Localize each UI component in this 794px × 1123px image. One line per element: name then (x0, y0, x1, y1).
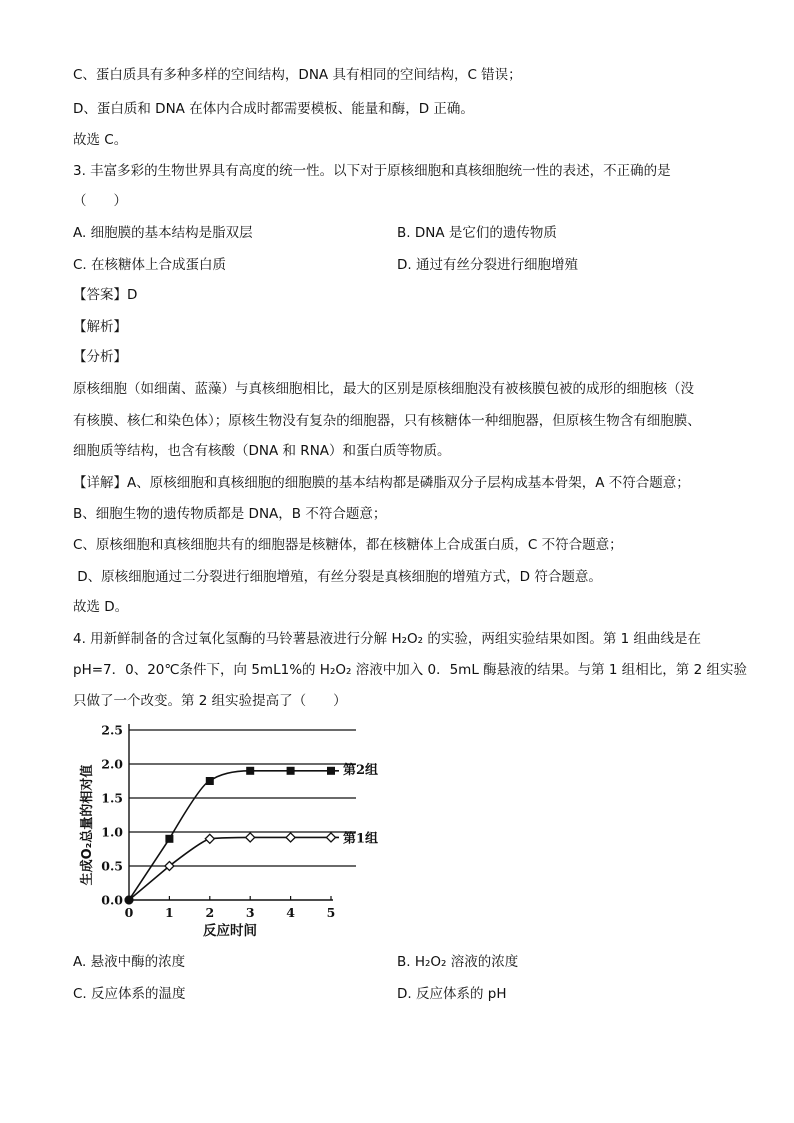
chart-labels (79, 723, 378, 940)
q4-option-a: A. 悬液中酶的浓度 (73, 954, 186, 970)
x-axis-label: 反应时间 (203, 923, 257, 939)
q3-option-a: A. 细胞膜的基本结构是脂双层 (73, 225, 253, 241)
y-tick-label: 2.0 (101, 756, 123, 772)
data-point-diamond (286, 833, 295, 842)
detail-text-a: A、原核细胞和真核细胞的细胞膜的基本结构都是磷脂双分子层构成基本骨架，A 不符合题意； (127, 475, 690, 491)
x-tick-label: 1 (165, 905, 174, 920)
data-point-diamond (246, 833, 255, 842)
jiexi-tag: 【解析】 (73, 319, 127, 335)
detail-line-3: C、原核细胞和真核细胞共有的细胞器是核糖体，都在核糖体上合成蛋白质，C 不符合题意； (73, 537, 623, 553)
series-line-1 (129, 771, 339, 900)
data-point-square (327, 767, 335, 775)
question-4-line-2: pH=7．0、20℃条件下，向 5mL1%的 H₂O₂ 溶液中加入 0．5mL 酶悬液的结果。与第 1 组相比，第 2 组实验 (73, 662, 747, 678)
q4-option-d: D. 反应体系的 pH (397, 986, 507, 1002)
data-point-diamond (205, 834, 214, 843)
q4-option-c: C. 反应体系的温度 (73, 986, 186, 1002)
data-point-square (246, 767, 254, 775)
y-axis-label: 生成O₂总量的相对值 (80, 764, 95, 886)
x-tick-label: 4 (286, 905, 295, 920)
q4-option-b: B. H₂O₂ 溶液的浓度 (397, 954, 519, 970)
y-tick-label: 0.0 (101, 892, 123, 908)
answer-value: D (127, 287, 138, 303)
detail-tag: 【详解】 (73, 475, 127, 491)
y-tick-label: 0.5 (101, 858, 123, 874)
x-tick-label: 5 (326, 905, 336, 920)
question-4-line-1: 4. 用新鲜制备的含过氧化氢酶的马铃薯悬液进行分解 H₂O₂ 的实验，两组实验结果如图。第 1 组曲线是在 (73, 631, 702, 647)
question-3-bracket: （ ） (73, 193, 127, 209)
data-point-square (287, 767, 295, 775)
x-tick-label: 3 (245, 905, 255, 920)
analysis-line-3: 细胞质等结构，也含有核酸（DNA 和 RNA）和蛋白质等物质。 (73, 443, 451, 459)
series-label-2: 第1组 (343, 831, 379, 847)
question-3-stem: 3. 丰富多彩的生物世界具有高度的统一性。以下对于原核细胞和真核细胞统一性的表述，不正确的是 (73, 163, 671, 179)
detail-line-4: D、原核细胞通过二分裂进行细胞增殖，有丝分裂是真核细胞的增殖方式，D 符合题意。 (73, 569, 602, 585)
oxygen-production-chart (73, 712, 379, 944)
text-line-3: 故选 C。 (73, 132, 128, 148)
text-line-2: D、蛋白质和 DNA 在体内合成时都需要模板、能量和酶，D 正确。 (73, 101, 474, 117)
question-4-line-3: 只做了一个改变。第 2 组实验提高了（ ） (73, 693, 347, 709)
text-line-1: C、蛋白质具有多种多样的空间结构，DNA 具有相同的空间结构，C 错误； (73, 67, 522, 83)
chart-series (125, 767, 340, 905)
x-tick-label: 0 (124, 905, 134, 920)
analysis-line-1: 原核细胞（如细菌、蓝藻）与真核细胞相比，最大的区别是原核细胞没有被核膜包被的成形的细胞核（没 (73, 381, 694, 397)
x-tick-label: 2 (205, 905, 215, 920)
chart-grid (129, 730, 356, 866)
data-point-diamond (327, 833, 336, 842)
detail-line-5: 故选 D。 (73, 599, 129, 615)
y-tick-label: 2.5 (101, 722, 123, 738)
detail-line-2: B、细胞生物的遗传物质都是 DNA，B 不符合题意； (73, 506, 387, 522)
y-tick-label: 1.0 (101, 824, 123, 840)
y-tick-label: 1.5 (101, 790, 123, 806)
data-point-square (206, 777, 214, 785)
answer-row (73, 286, 137, 304)
origin-point (125, 896, 134, 905)
data-point-square (165, 835, 173, 843)
series-line-2 (129, 837, 339, 900)
answer-tag: 【答案】 (73, 287, 127, 303)
series-label-1: 第2组 (343, 762, 379, 778)
q3-option-d: D. 通过有丝分裂进行细胞增殖 (397, 257, 578, 273)
detail-line-1 (73, 474, 690, 492)
fenxi-tag: 【分析】 (73, 349, 127, 365)
analysis-line-2: 有核膜、核仁和染色体）；原核生物没有复杂的细胞器，只有核糖体一种细胞器，但原核生物含有细胞膜、 (73, 413, 701, 429)
q3-option-b: B. DNA 是它们的遗传物质 (397, 225, 557, 241)
q3-option-c: C. 在核糖体上合成蛋白质 (73, 257, 227, 273)
